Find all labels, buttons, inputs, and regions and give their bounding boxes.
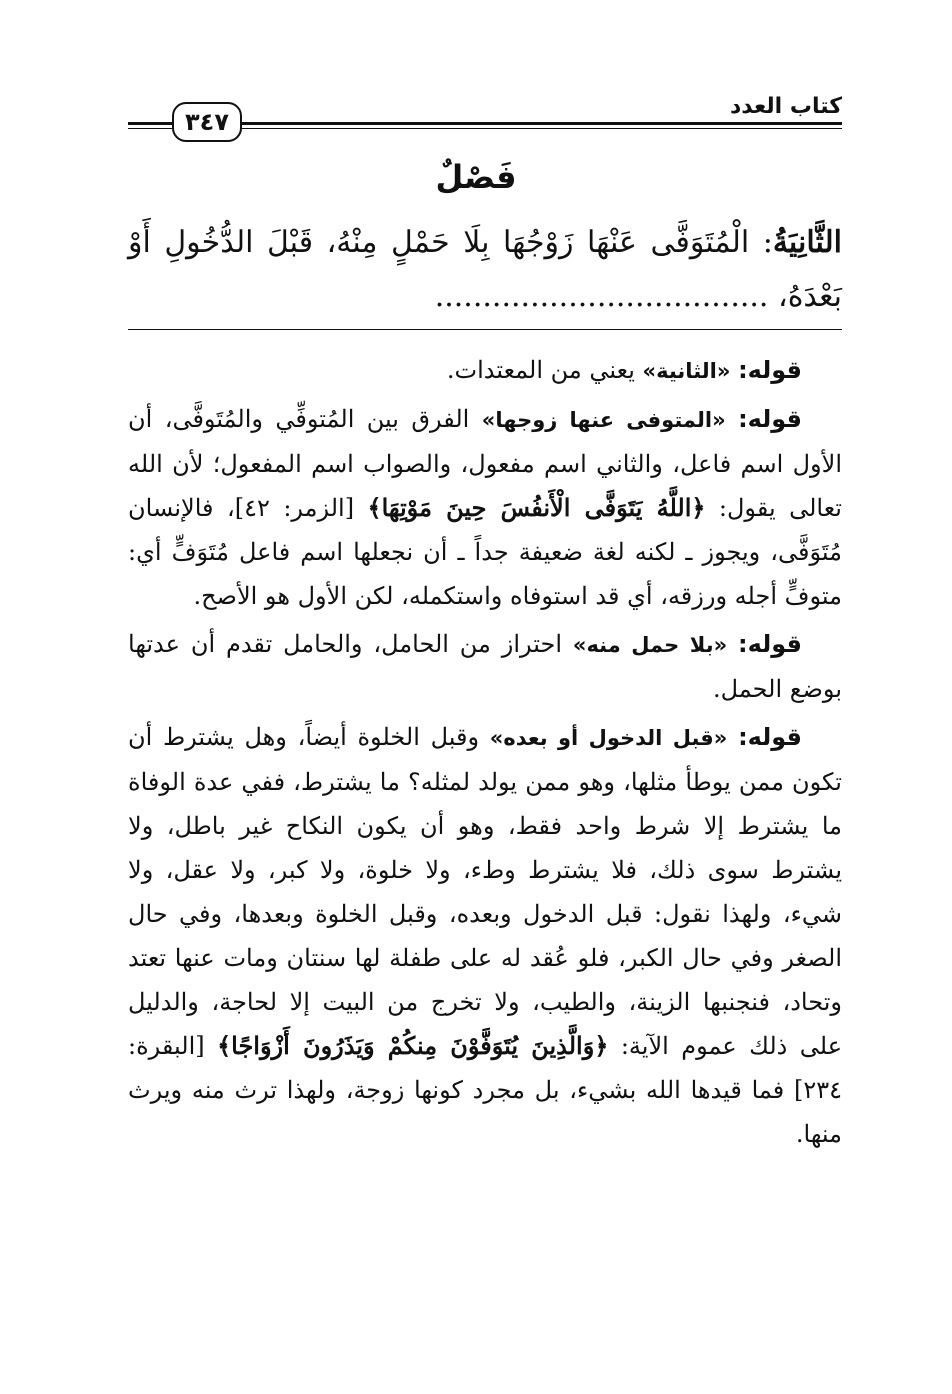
header-rule	[238, 128, 842, 129]
header-rule	[128, 128, 172, 129]
quran-verse: ﴿وَالَّذِينَ يُتَوَفَّوْنَ مِنكُمْ وَيَذَرُونَ أَزْوَاجًا﴾	[217, 1031, 609, 1060]
qawl-label: قوله:	[738, 723, 802, 751]
paragraph-text: احتراز من الحامل، والحامل تقدم أن عدتها بوضع الحمل.	[128, 630, 842, 703]
quran-verse: ﴿اللَّهُ يَتَوَفَّى الْأَنفُسَ حِينَ مَوْتِهَا﴾	[367, 493, 706, 522]
paragraph-text: وقبل الخلوة أيضاً، وهل يشترط أن تكون ممن يوطأ مثلها، وهو ممن يولد لمثله؟ ما يشترط، ففي عدة الوفاة ما يشترط إلا شرط واحد فقط، وهو أن يكون النكاح غير باطل، ولا يشترط سوى ذلك، فلا يشترط وطء، ولا خلوة، ولا كبر، ولا عقل، ولا شيء، ولهذا نقول: قبل الدخول وبعده، وقبل الخلوة وبعدها، وفي حال الصغر وفي حال الكبر، فلو عُقد له على طفلة لها سنتان ومات عنها تعتد وتحاد، فنجنبها الزينة، والطيب، ولا تخرج من البيت إلا لحاجة، والدليل على ذلك عموم الآية:	[128, 723, 843, 1060]
header-rule	[238, 122, 842, 125]
page-number: ٣٤٧	[172, 102, 242, 142]
matn-text	[128, 216, 842, 324]
lemma: «قبل الدخول أو بعده»	[489, 726, 728, 750]
matn-dots: ...................................	[434, 279, 769, 314]
paragraph-text: [الزمر: ٤٢]، فالإنسان مُتَوَفَّى، ويجوز ـ لكنه لغة ضعيفة جداً ـ أن نجعلها اسم فاعل مُتَوَفٍّ أي: متوفٍّ أجله ورزقه، أي قد استوفاه واستكمله، لكن الأول هو الأصح.	[128, 494, 842, 610]
paragraph-text: يعني من المعتدات.	[446, 356, 643, 384]
commentary-paragraph	[128, 397, 842, 618]
matn-lead: الثَّانِيَةُ	[772, 225, 842, 260]
paragraph-text: [البقرة: ٢٣٤] فما قيدها الله بشيء، بل مجرد كونها زوجة، ولهذا ترث منه ويرث منها.	[128, 1032, 842, 1148]
lemma: «بلا حمل منه»	[572, 633, 728, 657]
commentary-paragraph	[128, 622, 842, 711]
section-title: فَصْلٌ	[435, 158, 517, 196]
qawl-label: قوله:	[738, 630, 802, 658]
qawl-label: قوله:	[738, 405, 802, 433]
commentary-paragraph	[128, 715, 842, 1156]
chapter-title: كتاب العدد	[729, 94, 842, 119]
commentary-paragraph	[128, 348, 842, 393]
qawl-label: قوله:	[738, 356, 802, 384]
section-divider	[128, 329, 842, 330]
page-header	[128, 80, 842, 140]
matn-body: : الْمُتَوَفَّى عَنْهَا زَوْجُهَا بِلَا حَمْلٍ مِنْهُ، قَبْلَ الدُّخُولِ أَوْ بَعْدَهُ،	[128, 225, 842, 314]
header-rule	[128, 122, 172, 125]
commentary	[128, 348, 842, 1160]
lemma: «المتوفى عنها زوجها»	[481, 408, 726, 432]
paragraph-text: الفرق بين المُتوفِّي والمُتَوفَّى، أن الأول اسم فاعل، والثاني اسم مفعول، والصواب اسم المفعول؛ لأن الله تعالى يقول:	[128, 405, 842, 522]
lemma: «الثانية»	[642, 359, 731, 383]
